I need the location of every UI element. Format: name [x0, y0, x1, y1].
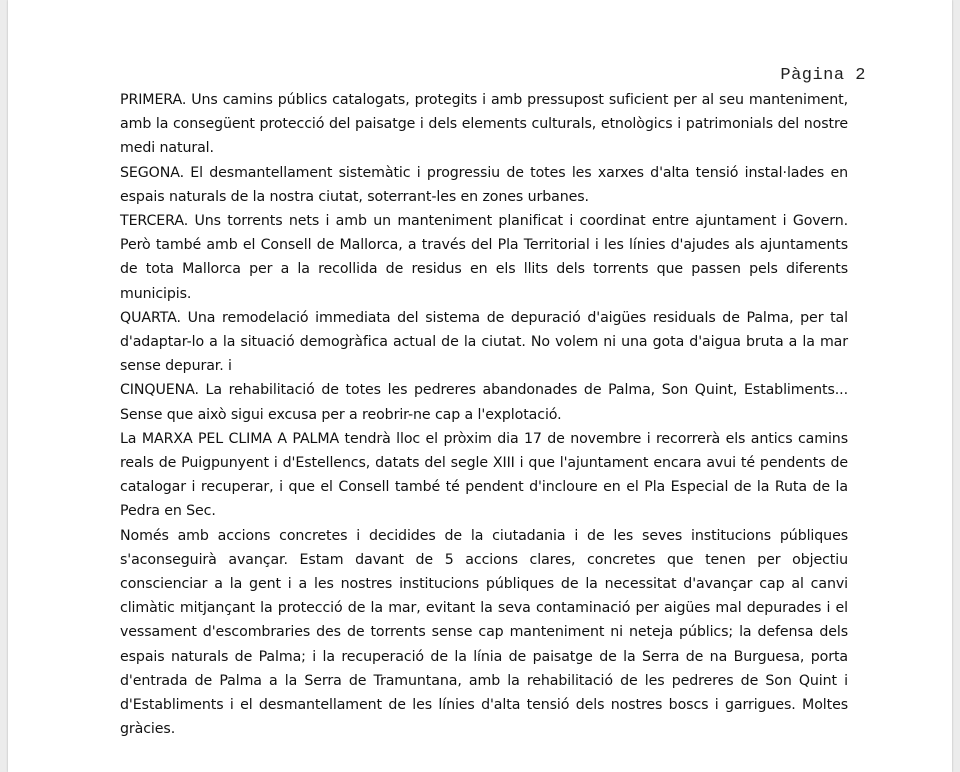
document-body: [120, 88, 848, 741]
paragraph-tercera: TERCERA. Uns torrents nets i amb un manteniment planificat i coordinat entre ajuntament i Govern. Però també amb el Consell de Mallorca, a través del Pla Territorial i les línies d'ajudes als ajuntaments de tota Mallorca per a la recollida de residus en els llits dels torrents que passen pels diferents municipis.: [120, 213, 848, 302]
paragraph-primera: PRIMERA. Uns camins públics catalogats, protegits i amb pressupost suficient per al seu manteniment, amb la consegüent protecció del paisatge i dels elements culturals, etnològics i patrimonials del nostre medi natural.: [120, 92, 848, 157]
paragraph-nomes: Només amb accions concretes i decidides de la ciutadania i de les seves institucions públiques s'aconseguirà avançar. Estam davant de 5 accions clares, concretes que tenen per objectiu conscienciar a la gent i a les nostres institucions públiques de la necessitat d'avançar cap al canvi climàtic mitjançant la protecció de la mar, evitant la seva contaminació per aigües mal depurades i el vessament d'escombraries des de torrents sense cap manteniment ni neteja públics; la defensa dels espais naturals de Palma; i la recuperació de la línia de paisatge de la Serra de na Burguesa, porta d'entrada de Palma a la Serra de Tramuntana, amb la rehabilitació de les pedreres de Son Quint i d'Establiments i el desmantellament de les línies d'alta tensió dels nostres boscs i garrigues. Moltes gràcies.: [120, 527, 848, 738]
paragraph-quarta: QUARTA. Una remodelació immediata del sistema de depuració d'aigües residuals de Palma, per tal d'adaptar-lo a la situació demogràfica actual de la ciutat. No volem ni una gota d'aigua bruta a la mar sense depurar. i: [120, 309, 848, 375]
paragraph-cinquena: CINQUENA. La rehabilitació de totes les pedreres abandonades de Palma, Son Quint, Establiments... Sense que això sigui excusa per a reobrir-ne cap a l'explotació.: [120, 382, 848, 423]
paragraph-segona: SEGONA. El desmantellament sistemàtic i progressiu de totes les xarxes d'alta tensió instal·lades en espais naturals de la nostra ciutat, soterrant-les en zones urbanes.: [120, 164, 848, 205]
document-page: [8, 0, 952, 772]
page-number: Pàgina 2: [780, 66, 866, 85]
paragraph-marxa: La MARXA PEL CLIMA A PALMA tendrà lloc el pròxim dia 17 de novembre i recorrerà els antics camins reals de Puigpunyent i d'Estellencs, datats del segle XIII i que l'ajuntament encara avui té pendents de catalogar i recuperar, i que el Consell també té pendent d'incloure en el Pla Especial de la Ruta de la Pedra en Sec.: [120, 430, 848, 520]
